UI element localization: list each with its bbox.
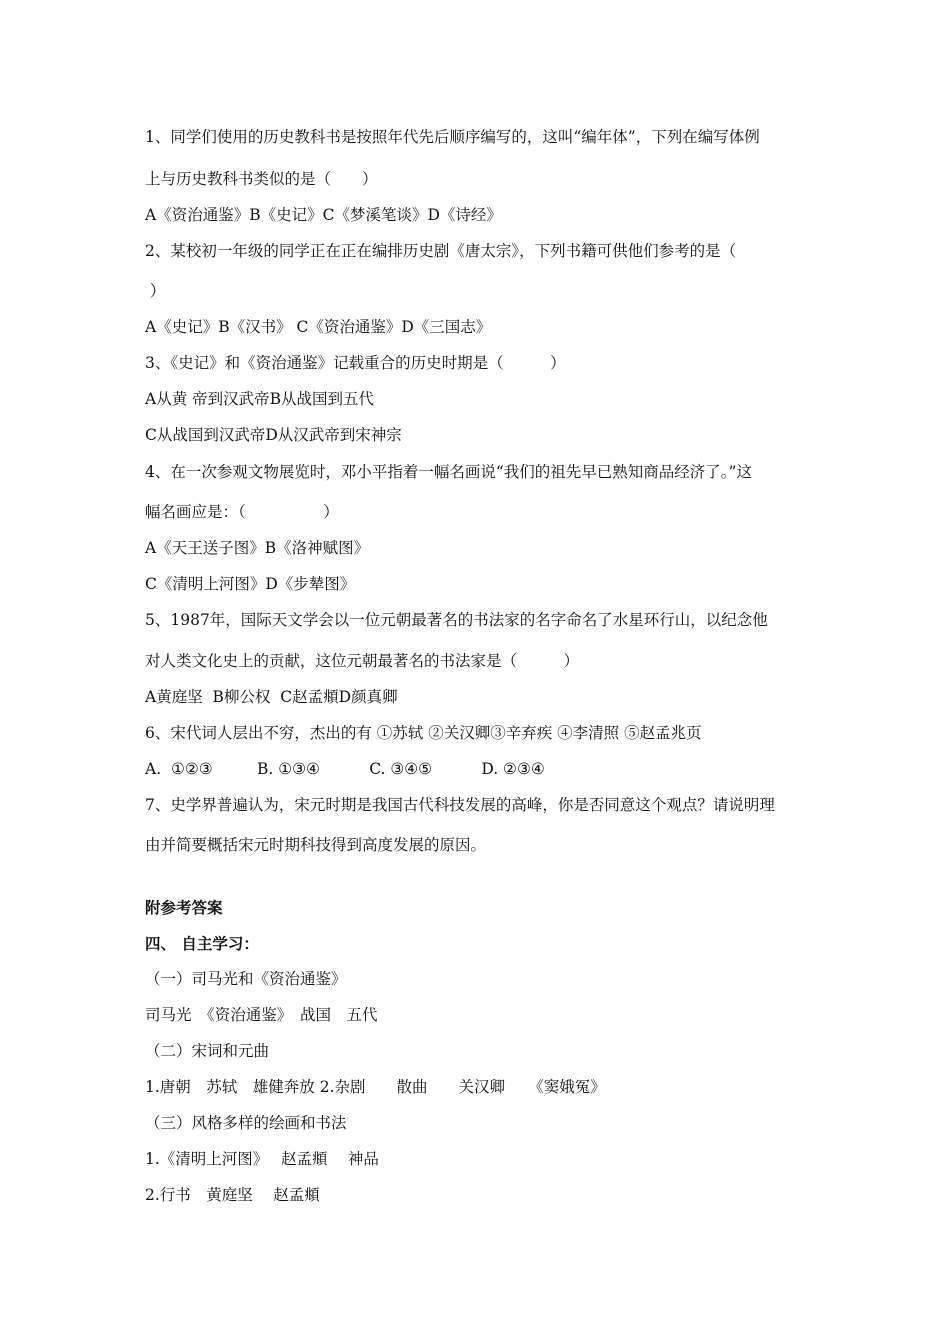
question-3-line-1: 3、《史记》和《资治通鉴》记载重合的历史时期是（ ） <box>145 354 566 372</box>
question-4-line-2: 幅名画应是：（ ） <box>145 503 339 521</box>
question-2-options: A《史记》B《汉书》 C《资治通鉴》D《三国志》 <box>145 318 492 336</box>
question-4-option-line-1: A《天王送子图》B《洛神赋图》 <box>145 539 370 557</box>
answer-part-2-title: （二）宋词和元曲 <box>145 1042 270 1060</box>
question-5-line-1: 5、1987年，国际天文学会以一位元朝最著名的书法家的名字命名了水星环行山，以纪念他 <box>145 611 768 629</box>
answer-part-1-title: （一）司马光和《资治通鉴》 <box>145 970 347 988</box>
question-1-line-2: 上与历史教科书类似的是（ ） <box>145 170 378 188</box>
question-5-options: A黄庭坚 B柳公权 C赵孟頫D颜真卿 <box>145 688 398 706</box>
answer-part-2-content: 1.唐朝 苏轼 雄健奔放 2.杂剧 散曲 关汉卿 《窦娥冤》 <box>145 1078 606 1096</box>
question-1-line-1: 1、同学们使用的历史教科书是按照年代先后顺序编写的，这叫“编年体”，下列在编写体例 <box>145 128 760 146</box>
question-6-line-1: 6、宋代词人层出不穷，杰出的有 ①苏轼 ②关汉卿③辛弃疾 ④李清照 ⑤赵孟兆页 <box>145 724 702 742</box>
question-4-line-1: 4、在一次参观文物展览时，邓小平指着一幅名画说“我们的祖先早已熟知商品经济了。”这 <box>145 463 752 481</box>
question-1-options: A《资治通鉴》B《史记》C《梦溪笔谈》D《诗经》 <box>145 206 502 224</box>
question-3-option-line-2: C从战国到汉武帝D从汉武帝到宋神宗 <box>145 426 402 444</box>
answer-part-3-content-2: 2.行书 黄庭坚 赵孟頫 <box>145 1186 320 1204</box>
question-2-line-1: 2、某校初一年级的同学正在正在编排历史剧《唐太宗》，下列书籍可供他们参考的是（ <box>145 242 737 260</box>
question-4-option-line-2: C《清明上河图》D《步辇图》 <box>145 575 356 593</box>
question-5-line-2: 对人类文化史上的贡献，这位元朝最著名的书法家是（ ） <box>145 652 580 670</box>
question-2-line-2: ） <box>145 282 166 300</box>
question-3-option-line-1: A从黄 帝到汉武帝B从战国到五代 <box>145 390 375 408</box>
question-7-line-1: 7、史学界普遍认为，宋元时期是我国古代科技发展的高峰，你是否同意这个观点？请说明理 <box>145 796 775 814</box>
question-7-line-2: 由并简要概括宋元时期科技得到高度发展的原因。 <box>145 836 487 854</box>
answer-part-3-content-1: 1.《清明上河图》 赵孟頫 神品 <box>145 1150 379 1168</box>
answers-heading: 附参考答案 <box>145 899 223 917</box>
answer-part-1-content: 司马光 《资治通鉴》 战国 五代 <box>145 1006 378 1024</box>
question-6-options: A. ①②③ B. ①③④ C. ③④⑤ D. ②③④ <box>145 760 545 778</box>
answers-section-title: 四、 自主学习： <box>145 935 259 953</box>
answer-part-3-title: （三）风格多样的绘画和书法 <box>145 1114 347 1132</box>
